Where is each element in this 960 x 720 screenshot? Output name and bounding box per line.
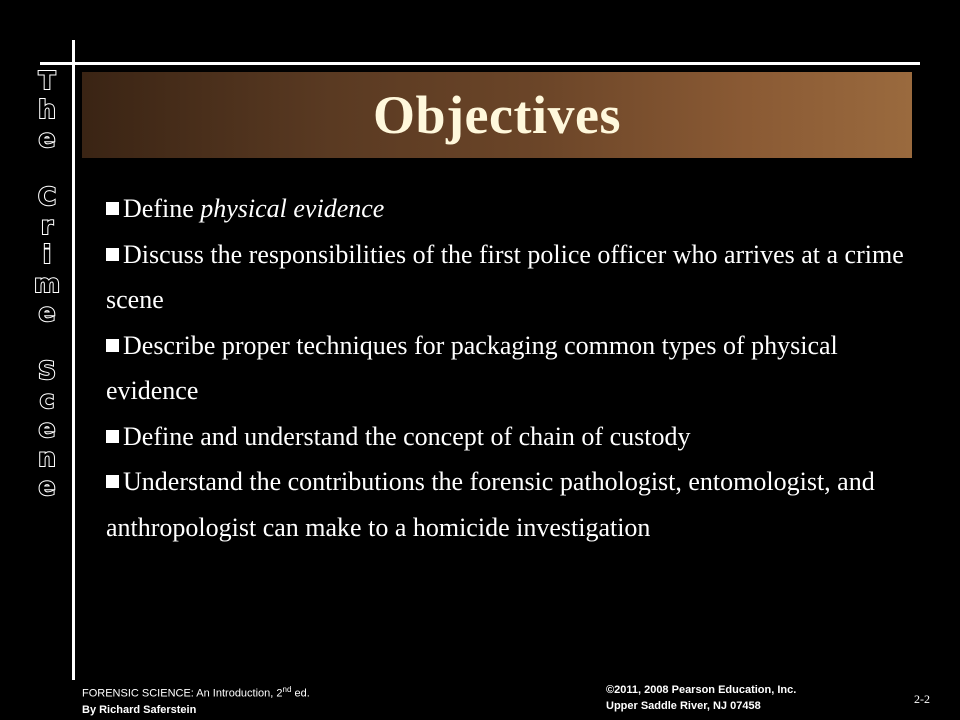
horizontal-divider-line (40, 62, 920, 65)
list-item (106, 459, 916, 550)
objectives-list (106, 186, 916, 550)
list-item-text: Define (123, 194, 201, 223)
square-bullet-icon (106, 202, 119, 215)
square-bullet-icon (106, 475, 119, 488)
list-item-text: Discuss the responsibilities of the first police officer who arrives at a crime scene (106, 239, 904, 314)
square-bullet-icon (106, 339, 119, 352)
square-bullet-icon (106, 248, 119, 261)
slide-title: Objectives (373, 85, 621, 145)
list-item (106, 232, 916, 323)
list-item-emphasis: physical evidence (200, 194, 385, 223)
list-item (106, 414, 916, 460)
title-bar (82, 72, 912, 158)
list-item-text: Define and understand the concept of chain of custody (123, 421, 691, 451)
page-number: 2-2 (914, 692, 930, 706)
footer-book-title: FORENSIC SCIENCE: An Introduction, 2nd ed. (82, 685, 310, 700)
footer-author: By Richard Saferstein (82, 703, 197, 716)
vertical-divider-line (72, 40, 75, 680)
square-bullet-icon (106, 430, 119, 443)
side-title: T h e C r i m e S c e n e (33, 66, 61, 501)
footer-copyright: ©2011, 2008 Pearson Education, Inc. (606, 684, 797, 696)
list-item (106, 186, 916, 232)
footer-address: Upper Saddle River, NJ 07458 (606, 700, 761, 712)
footer-publisher-info (606, 682, 796, 714)
footer-book-info (82, 682, 310, 718)
list-item-text: Understand the contributions the forensic pathologist, entomologist, and anthropologist can make to a homicide investigation (106, 467, 875, 542)
list-item (106, 323, 916, 414)
list-item-text: Describe proper techniques for packaging common types of physical evidence (106, 330, 838, 405)
